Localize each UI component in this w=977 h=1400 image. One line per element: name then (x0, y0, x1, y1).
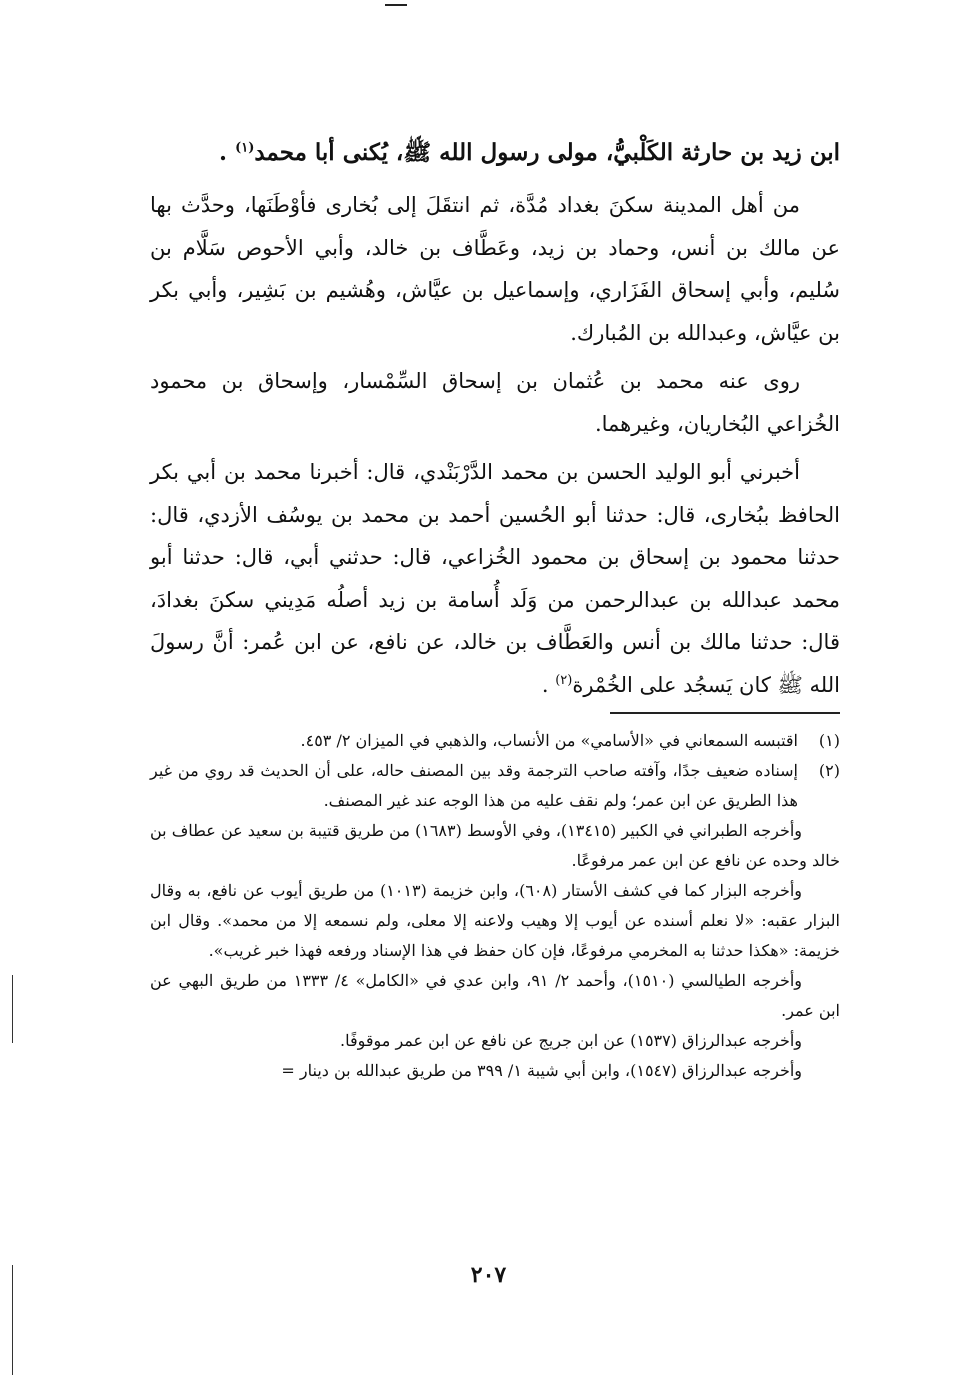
body-paragraph (150, 451, 840, 706)
heading-end: . (219, 139, 236, 166)
page-number: ٢٠٧ (470, 1262, 507, 1288)
footnote-continuation: وأخرجه البزار كما في كشف الأستار (٦٠٨)، وابن خزيمة (١٠١٣) من طريق أيوب عن نافع، به وقال البزار عقبه: «لا نعلم أسنده عن أيوب إلا وهيب ولاعنه إلا معلى، ولم نسمعه إلا من محمد». وقال ابن خزيمة: «هكذا حدثنا به المخرمي مرفوعًا، فإن كان حفظ في هذا الإسناد ورفعه فهذا خبر غريب». (150, 881, 840, 960)
scan-edge-line (12, 975, 13, 1043)
body-paragraph: من أهل المدينة سكنَ بغداد مُدَّة، ثم انتقَلَ إلى بُخارى فأوْطَنَها، وحدَّث بها عن مالك بن أنس، وحماد بن زيد، وعَطَّاف بن خالد، وأبي الأحوص سَلَّام بن سُليم، وأبي إسحاق الفَزَاري، وإسماعيل بن عيَّاش، وهُشيم بن بَشِير، وأبي بكر بن عيَّاش، وعبدالله بن المُبارك. (150, 193, 840, 345)
footnote-ref[interactable]: (٢) (555, 672, 573, 688)
footnote-1 (150, 726, 840, 756)
footnote-separator (610, 712, 840, 714)
body-paragraph: روى عنه محمد بن عُثمان بن إسحاق السِّمْسار، وإسحاق بن محمود الخُزاعي البُخاريان، وغيرهما. (150, 369, 840, 436)
footnote-text: إسناده ضعيف جدًا، وآفته صاحب الترجمة وقد بين المصنف حاله، على أن الحديث قد روي من غير هذا الطريق عن ابن عمر؛ ولم نقف عليه من هذا الوجه عند غير المصنف. (150, 761, 798, 810)
footnote-continuation: وأخرجه عبدالرزاق (١٥٤٧)، وابن أبي شيبة ١/ ٣٩٩ من طريق عبدالله بن دينار = (281, 1061, 802, 1080)
paragraph-text: أخبرني أبو الوليد الحسن بن محمد الدَّرْبَنْدي، قال: أخبرنا محمد بن أبي بكر الحافظ ببُخارى، قال: حدثنا أبو الحُسين أحمد بن محمد بن يوسُف الأزدي، قال: حدثنا محمود بن إسحاق بن محمود الخُزاعي، قال: حدثني أبي، قال: حدثنا أبو محمد عبدالله بن عبدالرحمن من وَلَد أُسامة بن زيد أصلُه مَدِيني سكنَ بغدادَ، قال: حدثنا مالك بن أنس والعَطَّاف بن خالد، عن نافع، عن ابن عُمر: أنَّ رسولَ الله ﷺ كان يَسجُد على الخُمْرة (150, 460, 840, 697)
paragraph-end: . (541, 672, 556, 697)
footnotes (150, 726, 840, 1086)
footnote-2 (150, 756, 840, 816)
entry-heading (150, 128, 840, 178)
heading-text: ابن زيد بن حارثة الكَلْبيُّ، مولى رسول الله ﷺ، يُكنى أبا محمد (254, 139, 840, 166)
footnote-continuation: وأخرجه عبدالرزاق (١٥٣٧) عن ابن جريج عن نافع عن ابن عمر موقوفًا. (340, 1031, 802, 1050)
footnote-continuation: وأخرجه الطيالسي (١٥١٠)، وأحمد ٢/ ٩١، وابن عدي في «الكامل» ٤/ ١٣٣٣ من طريق البهي عن ابن عمر. (150, 971, 840, 1020)
footnote-number: (٢) (818, 761, 840, 780)
footnote-ref[interactable]: (١) (235, 140, 255, 156)
footnote-continuation: وأخرجه الطبراني في الكبير (١٣٤١٥)، وفي الأوسط (١٦٨٣) من طريق قتيبة بن سعيد عن عطاف بن خالد وحده عن نافع عن ابن عمر مرفوعًا. (150, 821, 840, 870)
footnote-text: اقتبسه السمعاني في «الأسامي» من الأنساب، والذهبي في الميزان ٢/ ٤٥٣. (300, 731, 798, 750)
page-content (150, 128, 840, 1086)
footnote-number: (١) (818, 731, 840, 750)
top-edge-mark (385, 4, 407, 6)
